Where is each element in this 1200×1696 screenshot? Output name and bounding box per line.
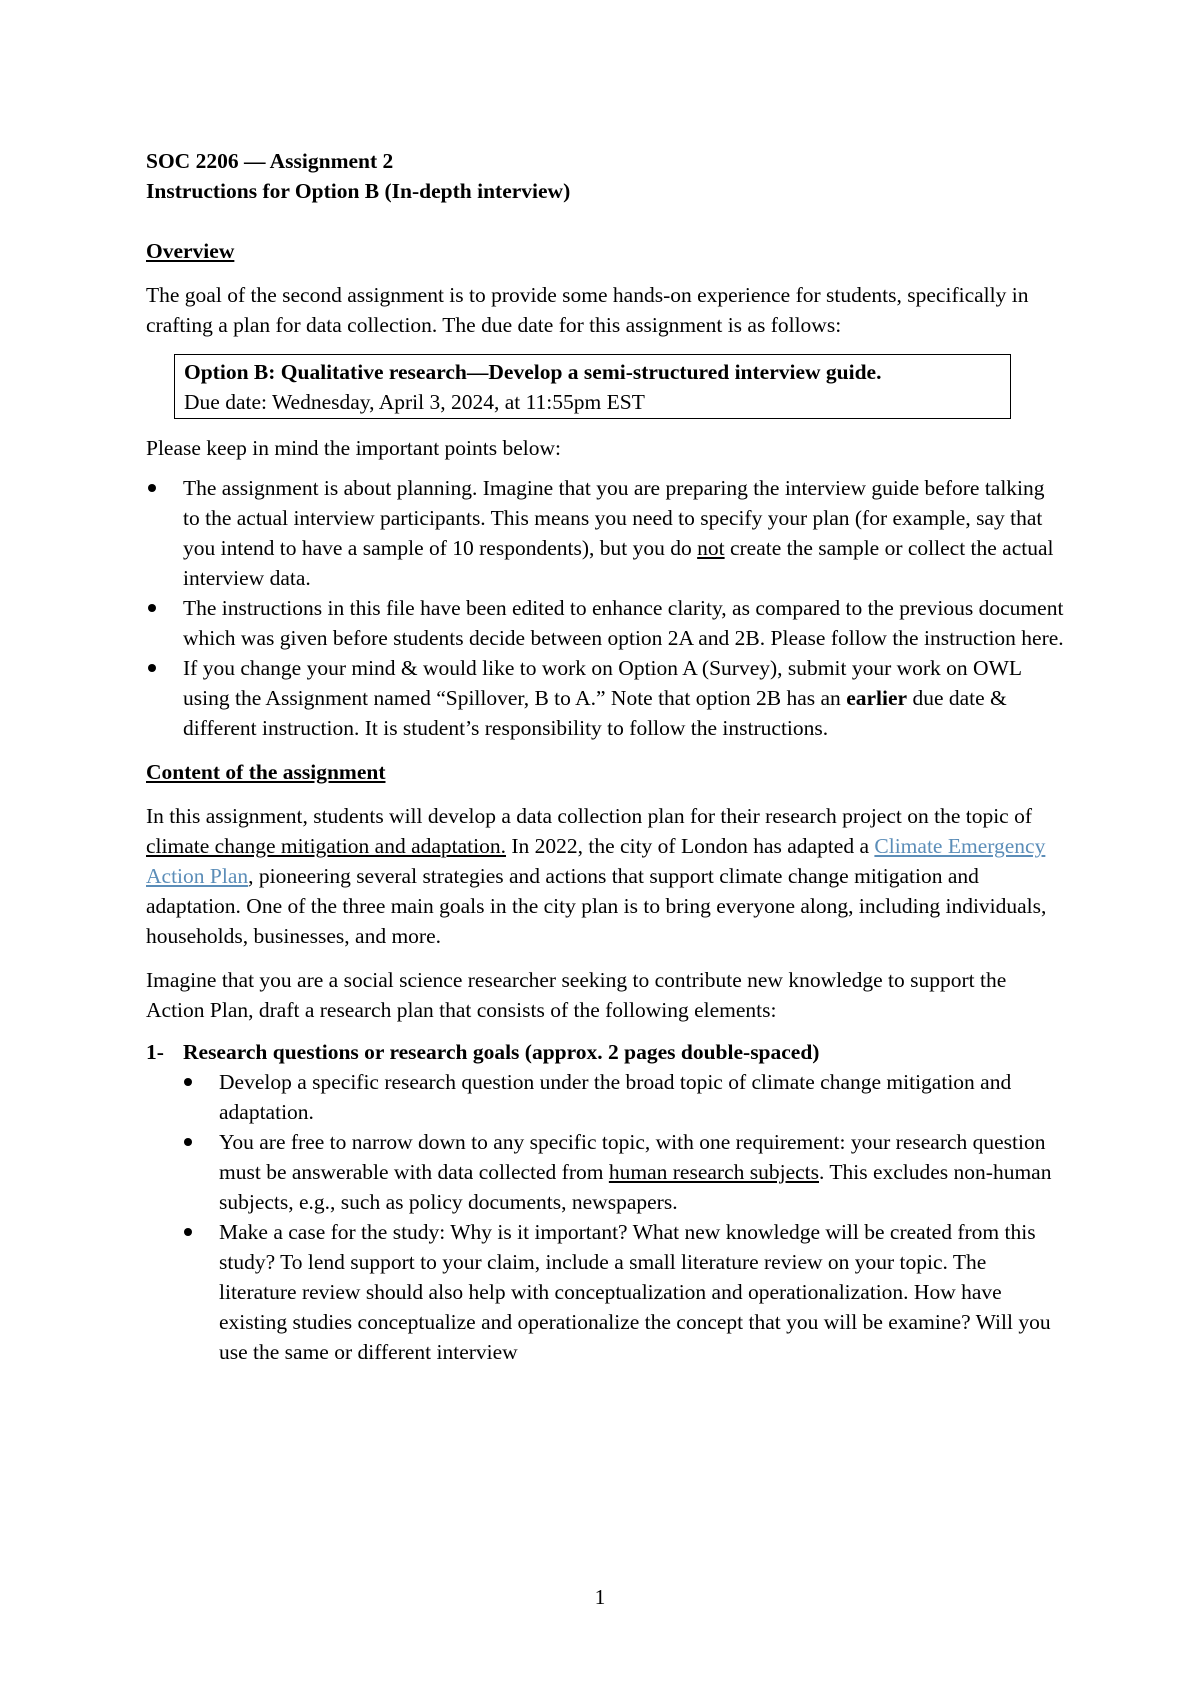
bullet-underlined-text: human research subjects	[608, 1160, 819, 1184]
keep-in-mind-text: Please keep in mind the important points below:	[146, 436, 561, 460]
list-item	[182, 1127, 1066, 1217]
bullet-underlined-text: not	[697, 536, 725, 560]
content-paragraph-2: Imagine that you are a social science researcher seeking to contribute new knowledge to support the Action Plan, draft a research plan that consists of the following elements:	[146, 968, 1007, 1022]
item-number: 1-	[146, 1040, 164, 1064]
doc-subtitle: Instructions for Option B (In-depth interview)	[146, 179, 571, 203]
list-item: Develop a specific research question under the broad topic of climate change mitigation and adaptation.	[182, 1067, 1066, 1127]
numbered-item-1	[146, 1037, 1066, 1067]
important-points-list	[146, 473, 1066, 743]
underlined-topic: climate change mitigation and adaptation.	[146, 834, 506, 858]
page-number: 1	[594, 1585, 606, 1609]
overview-heading: Overview	[146, 239, 235, 263]
list-item	[146, 473, 1066, 593]
climate-plan-link[interactable]: Climate Emergency Action Plan	[146, 834, 1046, 888]
due-date-box	[174, 354, 1011, 419]
bullet-text: due date & different instruction. It is student’s responsibility to follow the instructions.	[183, 686, 1007, 740]
bullet-text: The assignment is about planning. Imagine that you are preparing the interview guide before talking to the actual interview participants. This means you need to specify your plan (for example, say that you intend to have a sample of 10 respondents), but you do	[183, 476, 1045, 560]
paragraph-text: , pioneering several strategies and actions that support climate change mitigation and adaptation. One of the three main goals in the city plan is to bring everyone along, including individuals, households, businesses, and more.	[146, 864, 1047, 948]
bullet-text: You are free to narrow down to any specific topic, with one requirement: your research question must be answerable with data collected from	[219, 1130, 1046, 1184]
paragraph-text: In 2022, the city of London has adapted a	[506, 834, 875, 858]
document-body	[146, 146, 1066, 1367]
doc-title: SOC 2206 — Assignment 2	[146, 149, 394, 173]
box-title: Option B: Qualitative research—Develop a semi-structured interview guide.	[184, 360, 882, 384]
overview-paragraph: The goal of the second assignment is to provide some hands-on experience for students, specifically in crafting a plan for data collection. The due date for this assignment is as follows:	[146, 283, 1029, 337]
paragraph-text: In this assignment, students will develop a data collection plan for their research project on the topic of	[146, 804, 1033, 828]
bullet-text: . This excludes non-human subjects, e.g., such as policy documents, newspapers.	[219, 1160, 1052, 1214]
item-title: Research questions or research goals (approx. 2 pages double-spaced)	[183, 1040, 820, 1064]
bullet-text: create the sample or collect the actual interview data.	[183, 536, 1054, 590]
content-heading: Content of the assignment	[146, 760, 386, 784]
bullet-bold-text: earlier	[846, 686, 908, 710]
bullet-text: If you change your mind & would like to work on Option A (Survey), submit your work on OWL using the Assignment named “Spillover, B to A.” Note that option 2B has an	[183, 656, 1022, 710]
research-question-list	[146, 1067, 1066, 1367]
box-due-date: Due date: Wednesday, April 3, 2024, at 11:55pm EST	[184, 390, 645, 414]
content-paragraph-1	[146, 801, 1066, 951]
list-item: Make a case for the study: Why is it important? What new knowledge will be created from this study? To lend support to your claim, include a small literature review on your topic. The literature review should also help with conceptualization and operationalization. How have existing studies conceptualize and operationalize the concept that you will be examine? Will you use the same or different interview	[182, 1217, 1066, 1367]
list-item	[146, 653, 1066, 743]
list-item: The instructions in this file have been edited to enhance clarity, as compared to the previous document which was given before students decide between option 2A and 2B. Please follow the instruction here.	[146, 593, 1066, 653]
